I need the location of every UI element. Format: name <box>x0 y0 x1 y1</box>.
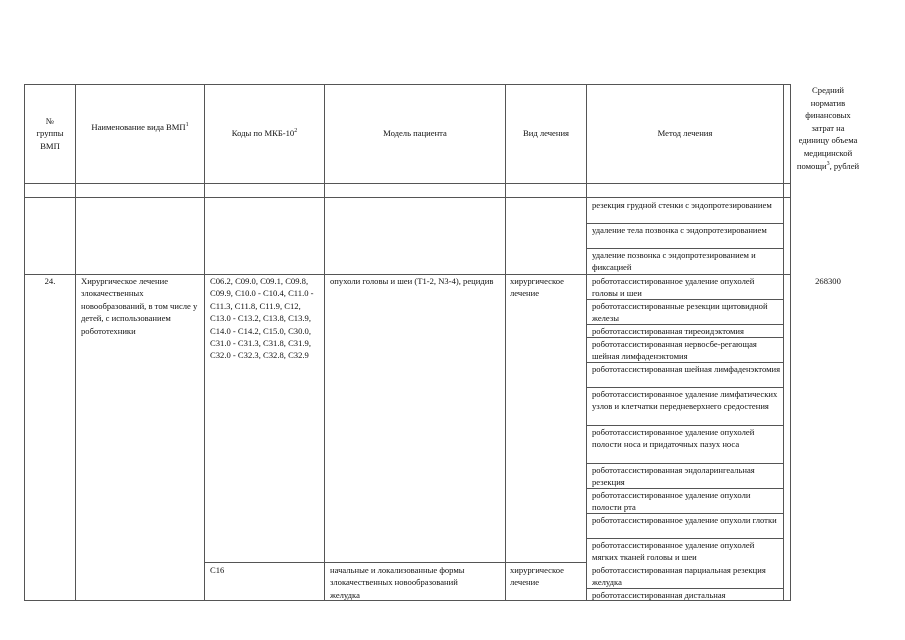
col-border <box>75 84 76 600</box>
header-treatment-method: Метод лечения <box>657 128 713 138</box>
col-border <box>790 84 791 600</box>
method-cell: робототассистированное удаление опухоли полости рта <box>592 490 751 513</box>
patient-model: опухоли головы и шеи (T1-2, N3-4), рецидив <box>330 276 494 286</box>
footnote-3: 3 <box>826 160 830 167</box>
method-cell: робототассистированное удаление опухолей головы и шеи <box>592 276 755 299</box>
header-average-cost: Средний норматив финансовых затрат на единицу объема медицинской помощи$^3$, рублей <box>796 85 860 171</box>
footnote-2: 2 <box>294 128 298 135</box>
col-border <box>783 84 784 600</box>
header-patient-model: Модель пациента <box>383 128 447 138</box>
header-group-number: № группы ВМП <box>36 116 64 151</box>
col-border <box>324 84 325 600</box>
method-cell: удаление позвонка с эндопротезированием и фиксацией <box>592 250 756 273</box>
method-cell: робототассистированная парциальная резекция желудка <box>592 565 766 588</box>
average-cost: 268300 <box>815 276 841 286</box>
method-cell: робототассистированная дистальная <box>592 590 726 600</box>
method-cell: робототассистированное удаление опухолей мягких тканей головы и шеи <box>592 540 755 563</box>
col-border <box>24 84 25 600</box>
icd-codes: C06.2, C09.0, C09.1, C09.8, C09.9, C10.0 - C10.4, C11.0 - C11.3, C11.8, C11.9, C12, C13.0 - C13.2, C13.8, C13.9, C14.0 - C14.2, C15.0, C30.0, C31.0 - C31.3, C31.8, C31.9, C32.0 - C32.3, C32.8, C32.9 <box>210 276 314 361</box>
header-treatment-type: Вид лечения <box>522 128 570 138</box>
treatment-type: хирургическое лечение <box>510 276 564 299</box>
method-cell: удаление тела позвонка с эндопротезированием <box>592 225 767 235</box>
treatment-type: хирургическое лечение <box>510 565 564 588</box>
footnote-1: 1 <box>185 122 189 129</box>
table-top-border <box>24 84 791 85</box>
col-border <box>586 84 587 600</box>
col-border <box>505 84 506 600</box>
method-cell: робототассистированная нервосбе-регающая шейная лимфаденэктомия <box>592 339 757 362</box>
vmp-name: Хирургическое лечение злокачественных новообразований, в том числе у детей, с использованием робототехники <box>81 276 198 336</box>
method-cell: робототассистированная эндоларингеальная резекция <box>592 465 755 488</box>
patient-model: начальные и локализованные формы злокачественных новообразований желудка <box>330 565 465 600</box>
numbering-row-rule <box>24 197 791 198</box>
method-cell: робототассистированная шейная лимфаденэктомия <box>592 364 781 374</box>
group-number: 24. <box>44 276 56 286</box>
header-bottom-rule <box>24 183 791 184</box>
block2-top-rule <box>204 562 586 563</box>
col-border <box>204 84 205 600</box>
method-cell: резекция грудной стенки с эндопротезированием <box>592 200 772 210</box>
method-cell: робототассистированное удаление опухолей полости носа и придаточных пазух носа <box>592 427 755 450</box>
header-vmp-name: Наименование вида ВМП$^1$ <box>91 122 189 132</box>
method-cell: робототассистированные резекции щитовидной железы <box>592 301 768 324</box>
header-icd-codes: Коды по МКБ-$10^2$ <box>231 128 298 138</box>
method-cell: робототассистированное удаление лимфатических узлов и клетчатки передневерхнего средостения <box>592 389 778 412</box>
method-cell: робототассистированное удаление опухоли глотки <box>592 515 777 525</box>
method-cell: робототассистированная тиреоидэктомия <box>592 326 744 336</box>
icd-codes: C16 <box>210 565 225 575</box>
